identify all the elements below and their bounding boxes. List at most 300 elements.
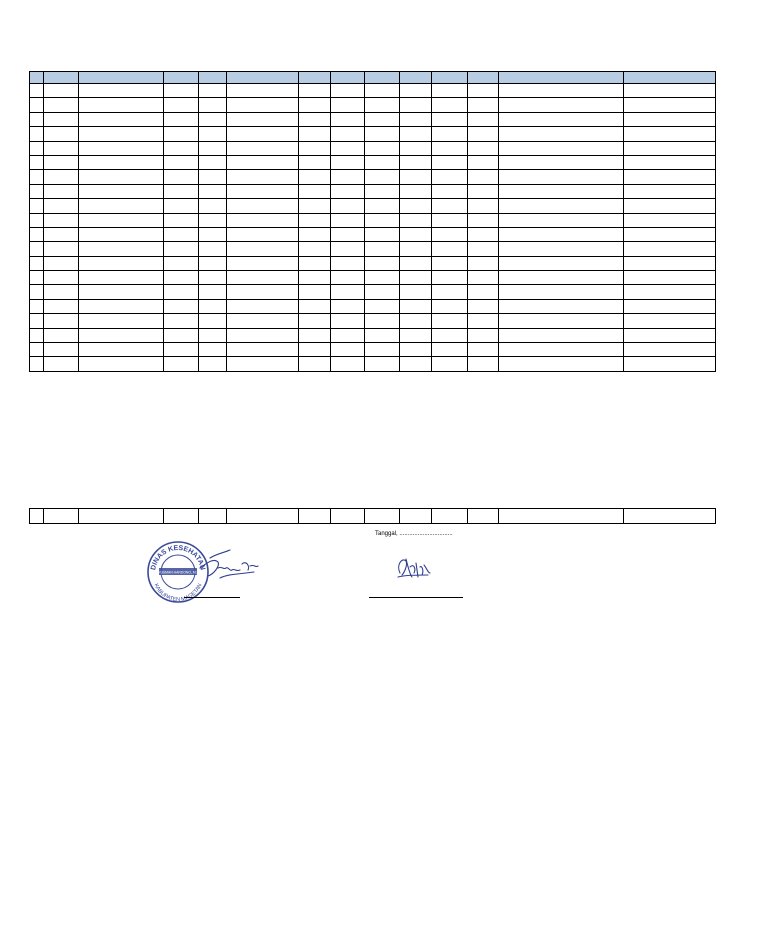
table-cell [44,242,79,256]
table-cell [499,271,624,285]
table-cell [400,227,432,241]
table-cell [79,213,164,227]
table-cell [44,72,79,84]
table-cell [199,127,227,141]
table-cell [164,72,199,84]
table-cell [79,299,164,313]
table-row [30,357,716,371]
table-cell [624,357,716,371]
table-cell [331,184,365,198]
table-cell [365,357,400,371]
table-cell [44,184,79,198]
table-cell [79,141,164,155]
total-row-table [29,508,716,524]
table-cell [468,112,499,126]
table-cell [468,299,499,313]
table-cell [365,98,400,112]
table-cell [299,227,331,241]
table-cell [432,314,468,328]
table-cell [432,184,468,198]
table-cell [432,285,468,299]
table-cell [44,199,79,213]
table-cell [624,285,716,299]
table-cell [199,199,227,213]
table-cell [164,213,199,227]
table-cell [468,199,499,213]
table-row [30,242,716,256]
table-row [30,213,716,227]
table-row [30,170,716,184]
table-cell [30,343,44,357]
table-cell [331,227,365,241]
table-cell [299,170,331,184]
table-cell [164,112,199,126]
table-cell [199,343,227,357]
table-cell [365,170,400,184]
table-cell [400,314,432,328]
table-cell [499,170,624,184]
table-cell [30,155,44,169]
table-cell [400,343,432,357]
table-cell [30,213,44,227]
table-cell [199,357,227,371]
table-cell [624,256,716,270]
table-cell [44,112,79,126]
table-cell [227,170,299,184]
table-cell [44,343,79,357]
table-cell [400,72,432,84]
table-cell [79,184,164,198]
table-cell [164,314,199,328]
table-cell [30,256,44,270]
table-row [30,271,716,285]
table-cell [432,213,468,227]
table-cell [400,242,432,256]
table-cell [79,271,164,285]
table-cell [164,509,199,524]
table-cell [432,509,468,524]
table-row [30,127,716,141]
table-cell [365,285,400,299]
table-cell [499,328,624,342]
table-cell [624,84,716,98]
table-cell [164,271,199,285]
table-cell [468,72,499,84]
table-cell [30,127,44,141]
table-cell [400,299,432,313]
table-cell [30,314,44,328]
table-cell [624,509,716,524]
table-cell [400,328,432,342]
table-cell [365,271,400,285]
table-cell [499,227,624,241]
table-cell [499,98,624,112]
table-row [30,184,716,198]
table-cell [199,509,227,524]
table-cell [79,509,164,524]
table-cell [227,285,299,299]
table-cell [624,72,716,84]
table-row [30,112,716,126]
table-cell [30,112,44,126]
table-cell [331,509,365,524]
table-cell [30,170,44,184]
table-cell [79,155,164,169]
table-row [30,285,716,299]
table-cell [331,343,365,357]
table-cell [44,141,79,155]
table-cell [164,127,199,141]
table-cell [227,155,299,169]
table-cell [468,184,499,198]
table-cell [164,285,199,299]
table-cell [499,285,624,299]
table-cell [44,227,79,241]
table-cell [365,299,400,313]
table-cell [400,213,432,227]
table-cell [44,314,79,328]
signature-icon [394,553,434,583]
table-cell [199,285,227,299]
table-cell [624,242,716,256]
table-cell [30,98,44,112]
table-cell [432,155,468,169]
table-cell [400,98,432,112]
table-cell [331,199,365,213]
table-row [30,155,716,169]
table-cell [331,98,365,112]
table-cell [199,112,227,126]
table-cell [365,343,400,357]
table-cell [624,227,716,241]
table-cell [227,256,299,270]
table-cell [79,343,164,357]
table-cell [299,213,331,227]
table-row [30,141,716,155]
table-cell [199,213,227,227]
table-cell [79,242,164,256]
table-cell [432,112,468,126]
table-cell [499,343,624,357]
table-cell [624,98,716,112]
table-cell [299,242,331,256]
table-cell [499,357,624,371]
table-cell [164,328,199,342]
table-cell [400,112,432,126]
table-cell [299,256,331,270]
table-cell [432,256,468,270]
table-cell [468,242,499,256]
table-cell [79,112,164,126]
table-cell [365,84,400,98]
table-cell [227,184,299,198]
table-cell [227,72,299,84]
table-cell [499,127,624,141]
signature-line-left [184,597,240,598]
stamp-center-text: dr. YUSMAN HARDONO, M.Kes [153,570,203,575]
table-cell [227,328,299,342]
table-cell [468,98,499,112]
table-cell [30,509,44,524]
table-cell [432,84,468,98]
table-cell [227,227,299,241]
table-cell [199,72,227,84]
table-cell [44,213,79,227]
table-cell [227,213,299,227]
table-cell [400,84,432,98]
table-cell [164,357,199,371]
table-cell [164,141,199,155]
table-cell [227,299,299,313]
table-cell [331,84,365,98]
table-cell [164,84,199,98]
table-cell [227,509,299,524]
table-cell [468,314,499,328]
table-cell [331,299,365,313]
table-header-row [30,72,716,84]
table-cell [30,271,44,285]
table-cell [299,199,331,213]
table-cell [44,328,79,342]
table-cell [30,199,44,213]
table-cell [400,199,432,213]
table-row [30,199,716,213]
table-cell [30,141,44,155]
table-cell [164,343,199,357]
table-cell [164,242,199,256]
table-cell [468,155,499,169]
table-cell [624,328,716,342]
table-cell [299,271,331,285]
table-cell [331,285,365,299]
table-cell [365,256,400,270]
table-cell [624,170,716,184]
table-cell [79,84,164,98]
table-row [30,98,716,112]
table-cell [30,84,44,98]
table-cell [432,271,468,285]
table-cell [227,343,299,357]
table-cell [468,256,499,270]
table-cell [365,155,400,169]
table-cell [432,343,468,357]
table-cell [199,299,227,313]
table-cell [432,242,468,256]
table-cell [468,328,499,342]
table-cell [227,127,299,141]
table-cell [365,199,400,213]
table-cell [30,299,44,313]
table-cell [331,314,365,328]
table-cell [624,271,716,285]
table-cell [79,328,164,342]
table-cell [624,141,716,155]
table-cell [624,343,716,357]
table-row [30,343,716,357]
svg-text:KABUPATEN MAGETAN [153,583,204,603]
table-cell [331,72,365,84]
table-cell [44,98,79,112]
table-cell [400,155,432,169]
table-cell [227,242,299,256]
table-cell [624,213,716,227]
signature-icon [196,544,262,584]
table-cell [299,84,331,98]
table-cell [468,271,499,285]
table-cell [432,357,468,371]
table-cell [44,285,79,299]
table-cell [331,127,365,141]
table-cell [227,141,299,155]
table-cell [624,127,716,141]
table-cell [624,299,716,313]
table-cell [499,112,624,126]
table-cell [468,213,499,227]
table-cell [164,184,199,198]
table-cell [30,328,44,342]
table-cell [44,357,79,371]
table-cell [199,98,227,112]
table-cell [365,213,400,227]
table-row [30,299,716,313]
table-cell [400,357,432,371]
table-cell [331,242,365,256]
table-cell [30,184,44,198]
table-cell [331,256,365,270]
table-cell [365,72,400,84]
table-cell [499,509,624,524]
table-cell [400,271,432,285]
table-cell [299,72,331,84]
table-cell [199,155,227,169]
table-cell [30,242,44,256]
table-cell [79,227,164,241]
table-cell [199,170,227,184]
table-cell [499,184,624,198]
table-cell [199,84,227,98]
table-cell [30,285,44,299]
table-cell [365,227,400,241]
table-cell [79,72,164,84]
table-cell [79,127,164,141]
table-cell [199,328,227,342]
table-cell [199,242,227,256]
table-cell [227,357,299,371]
table-cell [164,155,199,169]
table-cell [365,112,400,126]
stamp-top-text: DINAS KESEHATAN [150,544,206,571]
table-cell [199,314,227,328]
table-cell [79,199,164,213]
table-cell [30,227,44,241]
table-cell [44,84,79,98]
table-cell [365,127,400,141]
table-cell [299,141,331,155]
table-cell [164,227,199,241]
table-cell [299,314,331,328]
table-cell [227,98,299,112]
table-cell [227,271,299,285]
table-cell [331,271,365,285]
table-cell [624,184,716,198]
table-cell [432,199,468,213]
table-cell [400,184,432,198]
table-cell [227,112,299,126]
table-cell [30,357,44,371]
table-cell [44,155,79,169]
stamp-bottom-text: KABUPATEN MAGETAN [152,582,204,604]
table-cell [432,299,468,313]
table-cell [432,227,468,241]
table-cell [227,199,299,213]
table-cell [299,328,331,342]
table-row [30,328,716,342]
table-cell [79,285,164,299]
table-cell [30,72,44,84]
table-cell [331,155,365,169]
table-cell [499,84,624,98]
table-cell [299,343,331,357]
table-cell [499,256,624,270]
table-cell [468,509,499,524]
table-cell [432,170,468,184]
table-cell [164,98,199,112]
table-cell [365,141,400,155]
table-cell [365,509,400,524]
table-cell [299,299,331,313]
table-cell [432,141,468,155]
table-cell [331,141,365,155]
table-cell [199,271,227,285]
table-row [30,227,716,241]
table-cell [468,170,499,184]
table-cell [499,199,624,213]
table-cell [499,314,624,328]
data-table [29,71,716,372]
table-cell [227,314,299,328]
table-cell [468,357,499,371]
table-cell [624,314,716,328]
signature-line-right [369,597,463,598]
table-cell [432,127,468,141]
table-cell [499,155,624,169]
table-cell [468,343,499,357]
table-cell [365,328,400,342]
table-cell [164,256,199,270]
table-cell [499,299,624,313]
table-cell [499,213,624,227]
table-cell [44,509,79,524]
table-cell [499,141,624,155]
table-cell [468,141,499,155]
table-cell [331,170,365,184]
table-cell [299,155,331,169]
table-cell [199,227,227,241]
table-cell [79,357,164,371]
table-cell [468,84,499,98]
table-cell [331,328,365,342]
table-cell [299,509,331,524]
table-cell [227,84,299,98]
table-cell [299,285,331,299]
table-cell [299,184,331,198]
table-cell [299,98,331,112]
table-cell [44,256,79,270]
table-cell [365,314,400,328]
table-cell [499,72,624,84]
table-cell [624,112,716,126]
table-row [30,84,716,98]
